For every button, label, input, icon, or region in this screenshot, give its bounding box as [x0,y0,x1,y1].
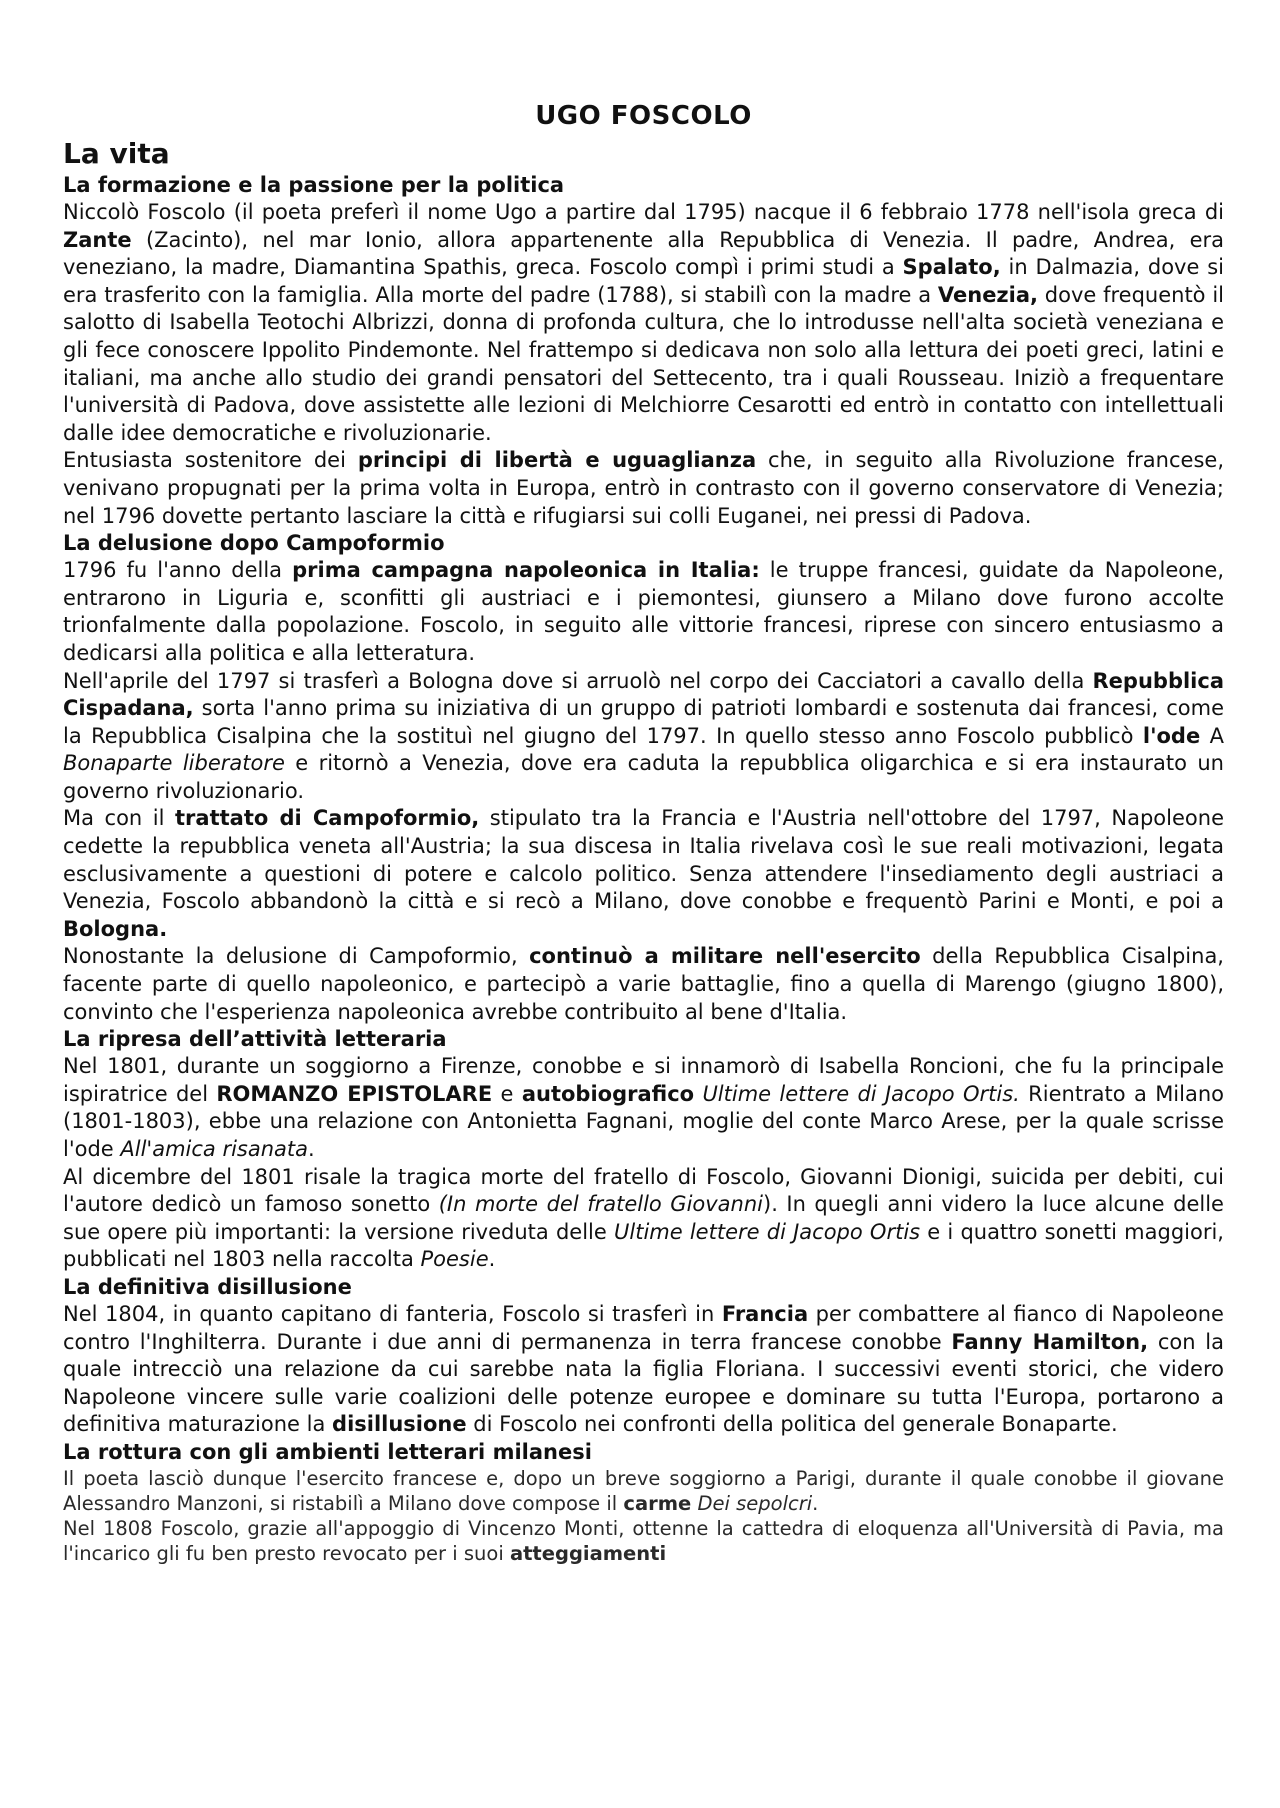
italic-text: All'amica risanata [120,1137,309,1161]
paragraph [63,943,1224,1026]
text-run: . [488,1247,496,1272]
subsection-title: La formazione e la passione per la politica [63,173,565,197]
text-run: dove frequentò il salotto di Isabella Teotochi Albrizzi, donna di profonda cultura, che lo introdusse nell'alta società veneziana e gli fece conoscere Ippolito Pindemonte. Nel frattempo si dedicava non solo alla lettura dei poeti greci, latini e italiani, ma anche allo studio dei grandi pensatori del Settecento, tra i quali Rousseau. Iniziò a frequentare l'università di Padova, dove assistette alle lezioni di Melchiorre Cesarotti ed entrò in contatto con intellettuali dalle idee democratiche e rivoluzionarie. [63,282,1224,445]
text-run: Il poeta lasciò dunque l'esercito francese e, dopo un breve soggiorno a Parigi, durante il quale conobbe il giovane Alessandro Manzoni, si ristabilì a Milano dove compose il [63,1466,1224,1515]
italic-text: Poesie [420,1247,489,1272]
italic-text: Dei sepolcri [697,1491,813,1515]
bold-text: ROMANZO EPISTOLARE [216,1081,493,1106]
bold-text: Venezia, [937,282,1038,307]
text-run: in Dalmazia, dove si era trasferito con la famiglia. Alla morte del padre (1788), si stabilì con la madre a [63,255,1224,307]
document-title: UGO FOSCOLO [535,101,752,131]
text-run: stipulato tra la Francia e l'Austria nell'ottobre del 1797, Napoleone cedette la repubblica veneta all'Austria; la sua discesa in Italia rivelava così le sue reali motivazioni, legata esclusivamente a questioni di potere e calcolo politico. Senza attendere l'insediamento degli austriaci a Venezia, Foscolo abbandonò la città e si recò a Milano, dove conobbe e frequentò Parini e Monti, e poi a [63,806,1224,914]
text-run: le truppe francesi, guidate da Napoleone, entrarono in Liguria e, sconfitti gli austriaci e i piemontesi, giunsero a Milano dove furono accolte trionfalmente dalla popolazione. Foscolo, in seguito alle vittorie francesi, riprese con sincero entusiasmo a dedicarsi alla politica e alla letteratura. [63,558,1224,665]
text-run: della Repubblica Cisalpina, facente parte di quello napoleonico, e partecipò a varie battaglie, fino a quella di Marengo (giugno 1800), convinto che l'esperienza napoleonica avrebbe contribuito al bene d'Italia. [63,944,1224,1024]
text-run: e ritornò a Venezia, dove era caduta la repubblica oligarchica e si era instaurato un governo rivoluzionario. [63,751,1224,803]
paragraph [63,199,1224,447]
text-run: Nel 1801, durante un soggiorno a Firenze, conobbe e si innamorò di Isabella Roncioni, che fu la principale ispiratrice del [63,1054,1224,1106]
text-run: Nel 1808 Foscolo, grazie all'appoggio di Vincenzo Monti, ottenne la cattedra di eloquenza all'Università di Pavia, ma l'incarico gli fu ben presto revocato per i suoi [63,1516,1224,1565]
paragraph [63,1164,1224,1274]
bold-text: carme [623,1491,692,1515]
bold-text: continuò a militare nell'esercito [529,944,921,969]
subsection-title: La delusione dopo Campoformio [63,531,445,556]
text-run: che, in seguito alla Rivoluzione francese, venivano propugnati per la prima volta in Europa, entrò in contrasto con il governo conservatore di Venezia; nel 1796 dovette pertanto lasciare la città e rifugiarsi sui colli Euganei, nei pressi di Padova. [63,448,1224,528]
text-run: Nell'aprile del 1797 si trasferì a Bologna dove si arruolò nel corpo dei Cacciatori a cavallo della [63,668,1093,693]
text-run: e [492,1081,522,1106]
subsection-title: La rottura con gli ambienti letterari milanesi [63,1439,592,1464]
document-body [63,172,1224,1566]
paragraph [63,1053,1224,1163]
bold-text: trattato di Campoformio, [175,806,480,831]
bold-text: atteggiamenti [509,1541,667,1565]
bold-text: prima campagna napoleonica in Italia: [292,558,760,583]
text-run: . [308,1137,315,1161]
text-run: . [812,1491,819,1515]
text-run: sorta l'anno prima su iniziativa di un gruppo di patrioti lombardi e sostenuta dai francesi, come la Repubblica Cisalpina che la sostituì nel giugno del 1797. In quello stesso anno Foscolo pubblicò [63,696,1224,748]
bold-text: disillusione [332,1412,467,1437]
bold-text: Bologna. [63,916,168,941]
text-run: per combattere al fianco di Napoleone contro l'Inghilterra. Durante i due anni di permanenza in terra francese conobbe [63,1301,1224,1354]
bold-text: Francia [721,1301,809,1326]
italic-text: (In morte del fratello Giovanni [438,1192,763,1217]
text-run: Al dicembre del 1801 risale la tragica morte del fratello di Foscolo, Giovanni Dionigi, suicida per debiti, cui l'autore dedicò un famoso sonetto [63,1164,1224,1217]
paragraph [63,1301,1224,1439]
italic-text: Ultime lettere di Jacopo Ortis. [702,1081,1020,1106]
text-run: Nel 1804, in quanto capitano di fanteria, Foscolo si trasferì in [63,1301,722,1326]
italic-text: Ultime lettere di Jacopo Ortis [614,1219,921,1244]
bold-text: Spalato, [902,255,1001,280]
text-run: con la quale intrecciò una relazione da cui sarebbe nata la figlia Floriana. I successivi eventi storici, che videro Napoleone vincere sulle varie coalizioni delle potenze europee e dominare su tutta l'Europa, portarono a definitiva maturazione la [63,1329,1224,1437]
paragraph [63,668,1224,806]
paragraph [63,447,1224,530]
bold-text: autobiografico [521,1081,695,1106]
italic-text: Bonaparte liberatore [63,751,285,776]
paragraph [63,557,1224,667]
text-run: Nonostante la delusione di Campoformio, [63,944,530,969]
bold-text: principi di libertà e uguaglianza [357,448,757,473]
text-run: Ma con il [63,806,176,831]
text-run: Niccolò Foscolo (il poeta preferì il nome Ugo a partire dal 1795) nacque il 6 febbraio 1778 nell'isola greca di [63,200,1224,224]
text-run: A [1200,723,1224,748]
bold-text: l'ode [1142,723,1201,748]
subsection-title: La ripresa dell’attività letteraria [63,1027,447,1052]
text-run: 1796 fu l'anno della [63,558,293,583]
bold-text: Repubblica Cispadana, [63,668,1224,721]
section-title: La vita [63,137,170,170]
text-run: (Zacinto), nel mar Ionio, allora appartenente alla Repubblica di Venezia. Il padre, Andrea, era veneziano, la madre, Diamantina Spathis, greca. Foscolo compì i primi studi a [63,227,1224,280]
bold-text: Zante [63,227,132,252]
document-page [63,96,1224,1566]
bold-text: Fanny Hamilton, [951,1329,1149,1354]
text-run: ). In quegli anni videro la luce alcune delle sue opere più importanti: la versione riveduta delle [63,1192,1224,1244]
paragraph [63,1516,1224,1566]
text-run: Entusiasta sostenitore dei [63,448,358,473]
text-run: e i quattro sonetti maggiori, pubblicati nel 1803 nella raccolta [63,1219,1224,1272]
paragraph [63,805,1224,943]
text-run: di Foscolo nei confronti della politica del generale Bonaparte. [466,1412,1118,1437]
subsection-title: La definitiva disillusione [63,1274,352,1299]
paragraph [63,1466,1224,1516]
text-run: Rientrato a Milano (1801-1803), ebbe una relazione con Antonietta Fagnani, moglie del conte Marco Arese, per la quale scrisse l'ode [63,1081,1225,1161]
